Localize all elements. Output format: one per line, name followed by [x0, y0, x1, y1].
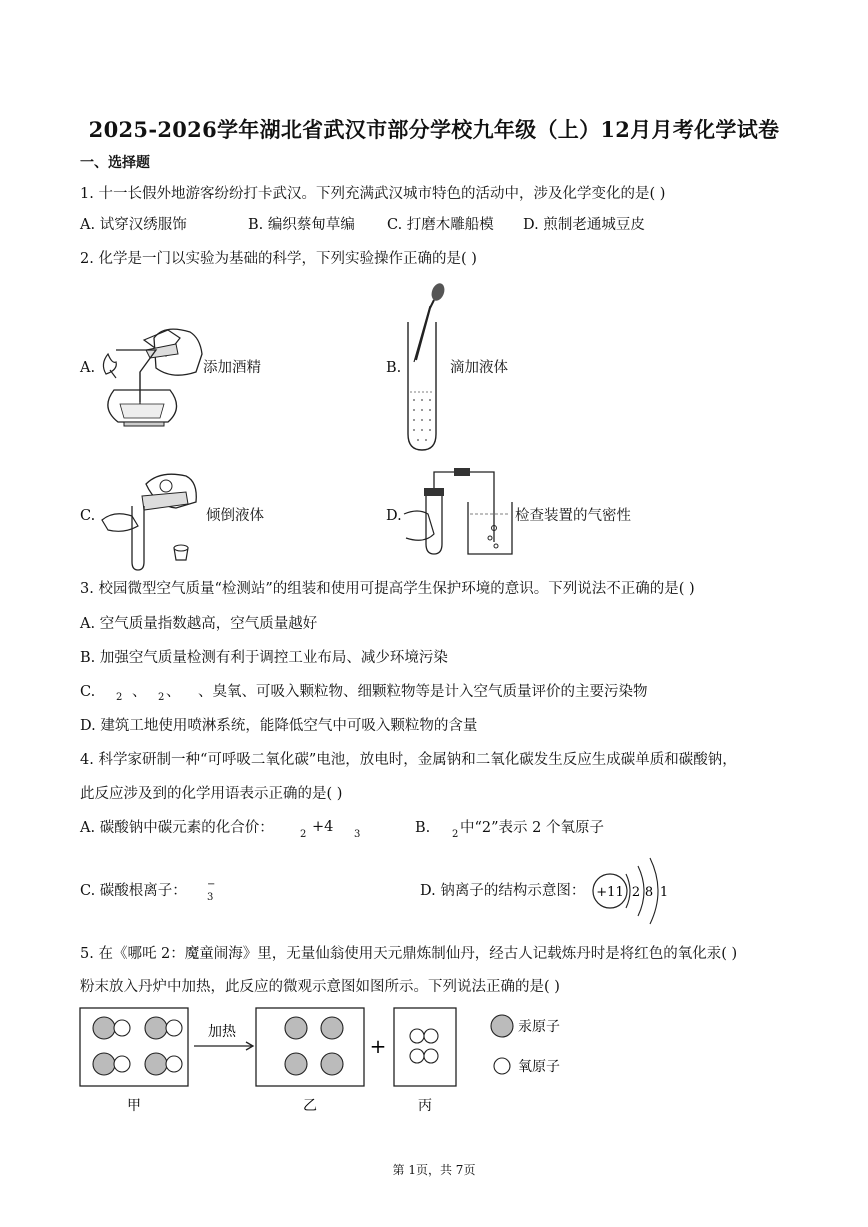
- page-footer: 第 1页，共 7页: [392, 1163, 476, 1177]
- q1-option-a: A. 试穿汉绣服饰: [80, 217, 187, 233]
- q4-option-d: D. 钠离子的结构示意图：: [420, 883, 586, 899]
- q3-stem: 3. 校园微型空气质量“检测站”的组装和使用可提高学生保护环境的意识。下列说法不正确的是( ): [80, 581, 695, 597]
- q2-c-letter: C.: [80, 508, 96, 524]
- q4-option-b-text: 中“2”表示 2 个氧原子: [460, 820, 604, 836]
- legend-oxygen: 氧原子: [518, 1059, 560, 1075]
- q4-b-subscript: 2: [452, 829, 459, 840]
- q1-stem: 1. 十一长假外地游客纷纷打卡武汉。下列充满武汉城市特色的活动中，涉及化学变化的是( ): [80, 186, 666, 202]
- oxygen-atom-legend-icon: [494, 1058, 510, 1074]
- alcohol-lamp-figure: [94, 310, 212, 428]
- box-yi: [256, 1008, 364, 1086]
- airtightness-figure: [402, 462, 514, 560]
- heat-label: 加热: [208, 1024, 236, 1040]
- label-jia: 甲: [127, 1098, 141, 1114]
- q2-a-letter: A.: [80, 360, 96, 376]
- q4-a-subscript-1: 2: [300, 829, 307, 840]
- q1-option-d: D. 煎制老通城豆皮: [523, 217, 645, 233]
- q4-option-b-letter: B.: [415, 820, 431, 836]
- shell-1-electrons: 2: [631, 885, 641, 900]
- shell-2-electrons: 8: [644, 885, 654, 900]
- q1-option-c: C. 打磨木雕船模: [387, 217, 494, 233]
- plus-sign: +: [369, 1034, 387, 1058]
- q4-a-subscript-2: 3: [354, 829, 361, 840]
- q3-option-c-letter: C.: [80, 684, 96, 700]
- page-title: 2025-2026学年湖北省武汉市部分学校九年级（上）12月月考化学试卷: [88, 117, 780, 142]
- label-bing: 丙: [418, 1098, 432, 1114]
- reaction-micro-diagram: [76, 1006, 596, 1118]
- q1-option-b: B. 编织蔡甸草编: [248, 217, 355, 233]
- q3-option-b: B. 加强空气质量检测有利于调控工业布局、减少环境污染: [80, 650, 448, 666]
- q2-d-caption: 检查装置的气密性: [515, 508, 631, 524]
- q3-option-c-text: 、臭氧、可吸入颗粒物、细颗粒物等是计入空气质量评价的主要污染物: [198, 684, 648, 700]
- q3-option-d: D. 建筑工地使用喷淋系统，能降低空气中可吸入颗粒物的含量: [80, 718, 478, 734]
- q2-c-caption: 倾倒液体: [206, 508, 264, 524]
- q3-option-a: A. 空气质量指数越高，空气质量越好: [80, 616, 318, 632]
- q5-stem-line-1: 5. 在《哪吒 2：魔童闹海》里，无量仙翁使用天元鼎炼制仙丹，经古人记载炼丹时是将红色的氧化汞( ): [80, 946, 738, 962]
- q3-c-subscript-1: 2: [116, 692, 123, 703]
- q4-a-valence: +4: [312, 819, 334, 835]
- q4-option-a: A. 碳酸钠中碳元素的化合价：: [80, 820, 274, 836]
- q3-c-separator-2: 、: [166, 684, 181, 700]
- q2-d-letter: D.: [386, 508, 402, 524]
- q4-c-superscript: −: [207, 879, 216, 890]
- dropper-test-tube-figure: [400, 282, 448, 454]
- box-bing: [394, 1008, 456, 1086]
- q3-c-separator-1: 、: [132, 684, 147, 700]
- mercury-atom-legend-icon: [491, 1015, 513, 1037]
- sodium-structure-diagram: [588, 850, 672, 932]
- q3-c-subscript-2: 2: [158, 692, 165, 703]
- nucleus-charge: +11: [596, 885, 624, 900]
- q4-c-subscript: 3: [207, 892, 214, 903]
- legend-mercury: 汞原子: [518, 1019, 560, 1035]
- label-yi: 乙: [303, 1098, 317, 1114]
- q2-b-caption: 滴加液体: [450, 360, 508, 376]
- shell-3-electrons: 1: [659, 885, 669, 900]
- q2-stem: 2. 化学是一门以实验为基础的科学，下列实验操作正确的是( ): [80, 251, 477, 267]
- pouring-liquid-figure: [98, 460, 204, 572]
- q4-option-c: C. 碳酸根离子：: [80, 883, 187, 899]
- q2-a-caption: 添加酒精: [203, 360, 261, 376]
- section-heading: 一、选择题: [80, 155, 150, 171]
- q2-b-letter: B.: [386, 360, 402, 376]
- q4-stem-line-1: 4. 科学家研制一种“可呼吸二氧化碳”电池，放电时，金属钠和二氧化碳发生反应生成碳单质和碳酸钠，: [80, 752, 737, 768]
- q5-stem-line-2: 粉末放入丹炉中加热，此反应的微观示意图如图所示。下列说法正确的是( ): [80, 979, 560, 995]
- q4-stem-line-2: 此反应涉及到的化学用语表示正确的是( ): [80, 786, 343, 802]
